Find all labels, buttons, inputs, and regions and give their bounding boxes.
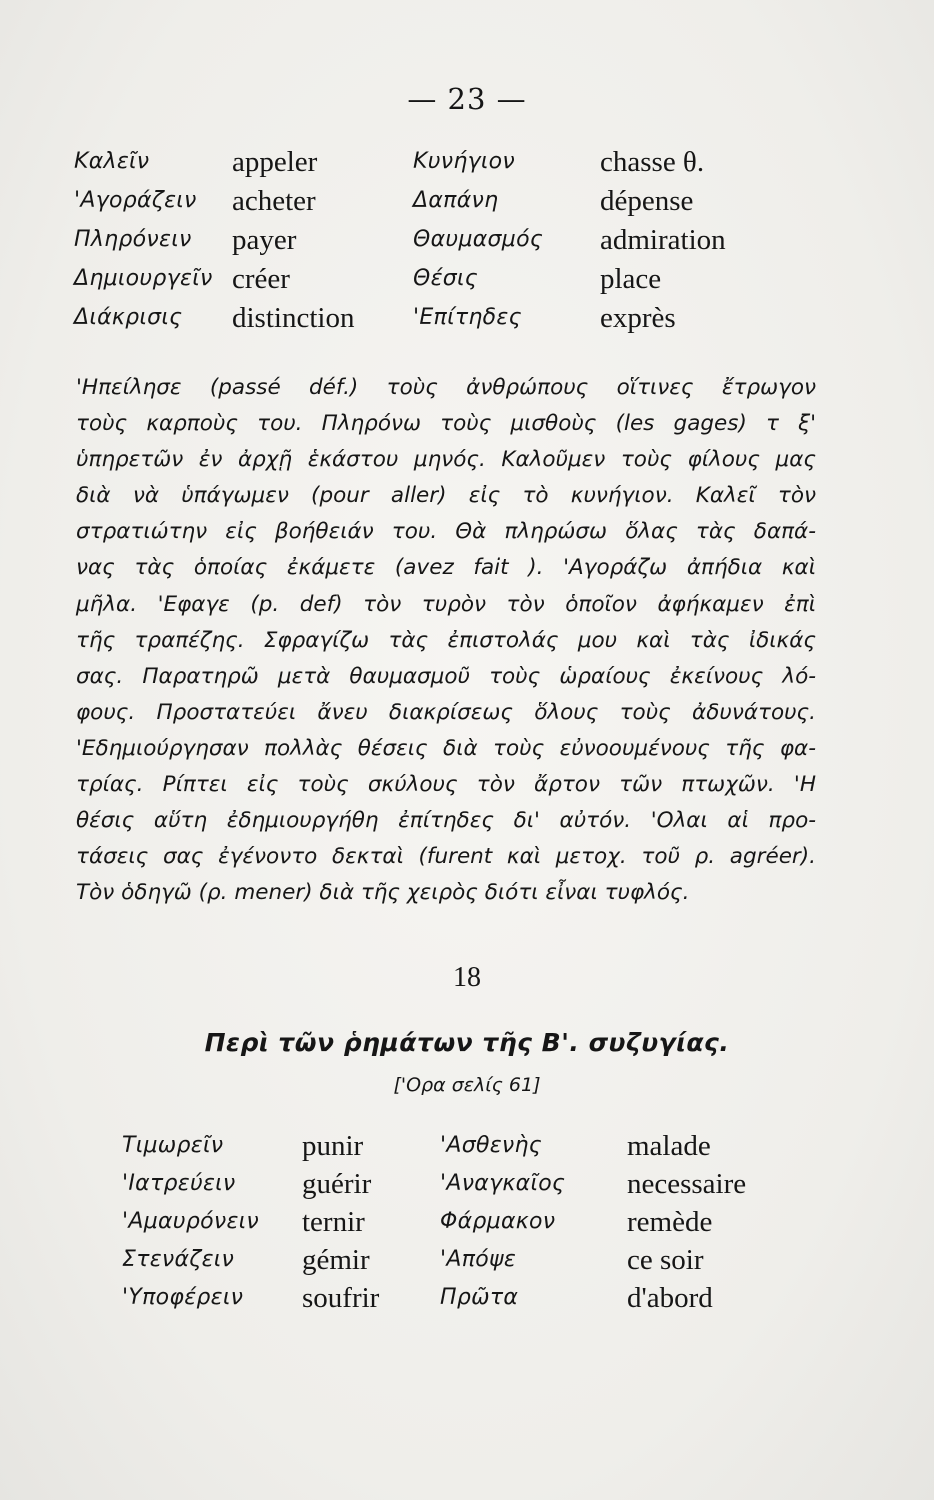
greek-word: Δαπάνη: [413, 188, 499, 213]
text-line: νας τὰς ὁποίας ἐκάμετε (avez fait ). 'Αγοράζω ἀπήδια καὶ: [76, 555, 816, 581]
french-word: d'abord: [627, 1282, 713, 1314]
french-word: place: [600, 263, 662, 295]
greek-word: Πληρόνειν: [74, 227, 192, 252]
text-line: 'Ηπείλησε (passé déf.) τοὺς ἀνθρώπους οἵτινες ἔτρωγον: [76, 375, 816, 400]
french-word: ce soir: [627, 1244, 704, 1276]
greek-word: 'Ασθενὴς: [440, 1133, 542, 1158]
greek-word: Κυνήγιον: [413, 149, 516, 174]
vocab-row: [0, 259, 934, 299]
greek-word: Θέσις: [413, 266, 479, 291]
french-word: chasse θ.: [600, 146, 705, 178]
text-line: θέσις αὕτη ἐδημιουργήθη ἐπίτηδες δι' αὐτόν. 'Ολαι αἱ προ-: [76, 808, 816, 834]
french-word: dépense: [600, 185, 694, 217]
french-word: distinction: [232, 302, 355, 334]
greek-word: 'Αγοράζειν: [74, 188, 197, 213]
greek-word: 'Αμαυρόνειν: [122, 1209, 259, 1234]
greek-word: 'Επίτηδες: [413, 305, 522, 330]
section-title: Περὶ τῶν ῥημάτων τῆς Β'. συζυγίας.: [204, 1028, 730, 1057]
vocab-row: [0, 142, 934, 182]
vocab-row: [0, 220, 934, 260]
vocab-row: [0, 1240, 934, 1280]
greek-word: 'Αναγκαῖος: [440, 1171, 566, 1196]
french-word: malade: [627, 1130, 711, 1162]
french-word: guérir: [302, 1168, 372, 1200]
text-line: ὑπηρετῶν ἐν ἀρχῇ ἑκάστου μηνός. Καλοῦμεν τοὺς φίλους μας: [76, 447, 816, 473]
french-word: ternir: [302, 1206, 365, 1238]
vocab-row: [0, 1202, 934, 1242]
text-line: τρίας. Ρίπτει εἰς τοὺς σκύλους τὸν ἄρτον τῶν πτωχῶν. 'Η: [76, 772, 816, 798]
vocab-row: [0, 181, 934, 221]
text-line: σας. Παρατηρῶ μετὰ θαυμασμοῦ τοὺς ὡραίους ἐκείνους λό-: [76, 663, 816, 689]
text-line: τοὺς καρποὺς του. Πληρόνω τοὺς μισθοὺς (les gages) τ ξ': [76, 411, 816, 437]
greek-word: 'Υποφέρειν: [122, 1285, 244, 1310]
text-line: 'Εδημιούργησαν πολλὰς θέσεις διὰ τοὺς εὐνοουμένους τῆς φα-: [76, 735, 816, 761]
vocab-row: [0, 298, 934, 338]
exercise-paragraph: [76, 370, 816, 911]
vocab-row: [0, 1126, 934, 1166]
greek-word: Στενάζειν: [122, 1247, 235, 1272]
vocab-row: [0, 1164, 934, 1204]
french-word: remède: [627, 1206, 713, 1238]
greek-word: Πρῶτα: [440, 1285, 519, 1310]
greek-word: Δημιουργεῖν: [74, 266, 213, 291]
greek-word: Τιμωρεῖν: [122, 1133, 224, 1158]
section-reference: ['Ορα σελίς 61]: [393, 1074, 541, 1096]
text-line: μῆλα. 'Εφαγε (p. def) τὸν τυρὸν τὸν ὁποῖον ἀφήκαμεν ἐπὶ: [76, 591, 816, 617]
text-line: Τὸν ὁδηγῶ (ρ. mener) διὰ τῆς χειρὸς διότι εἶναι τυφλός.: [76, 880, 690, 906]
greek-word: Καλεῖν: [74, 149, 150, 174]
text-line: διὰ νὰ ὑπάγωμεν (pour aller) εἰς τὸ κυνήγιον. Καλεῖ τὸν: [76, 483, 816, 509]
french-word: payer: [232, 224, 297, 256]
french-word: appeler: [232, 146, 318, 178]
greek-word: Φάρμακον: [440, 1209, 556, 1234]
text-line: τάσεις σας ἐγένοντο δεκταὶ (furent καὶ μετοχ. τοῦ ρ. agréer).: [76, 844, 816, 870]
page-number: — 23 —: [407, 82, 527, 116]
french-word: punir: [302, 1130, 364, 1162]
french-word: acheter: [232, 185, 316, 217]
french-word: admiration: [600, 224, 726, 256]
text-line: τῆς τραπέζης. Σφραγίζω τὰς ἐπιστολάς μου καὶ τὰς ἰδικάς: [76, 627, 816, 653]
greek-word: 'Ιατρεύειν: [122, 1171, 236, 1196]
french-word: créer: [232, 263, 290, 295]
french-word: exprès: [600, 302, 676, 334]
text-line: στρατιώτην εἰς βοήθειάν του. Θὰ πληρώσω ὅλας τὰς δαπά-: [76, 519, 816, 545]
section-number: 18: [453, 962, 481, 993]
greek-word: 'Απόψε: [440, 1247, 517, 1272]
french-word: necessaire: [627, 1168, 747, 1200]
text-line: φους. Προστατεύει ἄνευ διακρίσεως ὅλους τοὺς ἀδυνάτους.: [76, 699, 816, 725]
vocab-row: [0, 1278, 934, 1318]
greek-word: Θαυμασμός: [413, 227, 544, 252]
greek-word: Διάκρισις: [74, 305, 183, 330]
french-word: soufrir: [302, 1282, 380, 1314]
french-word: gémir: [302, 1244, 370, 1276]
